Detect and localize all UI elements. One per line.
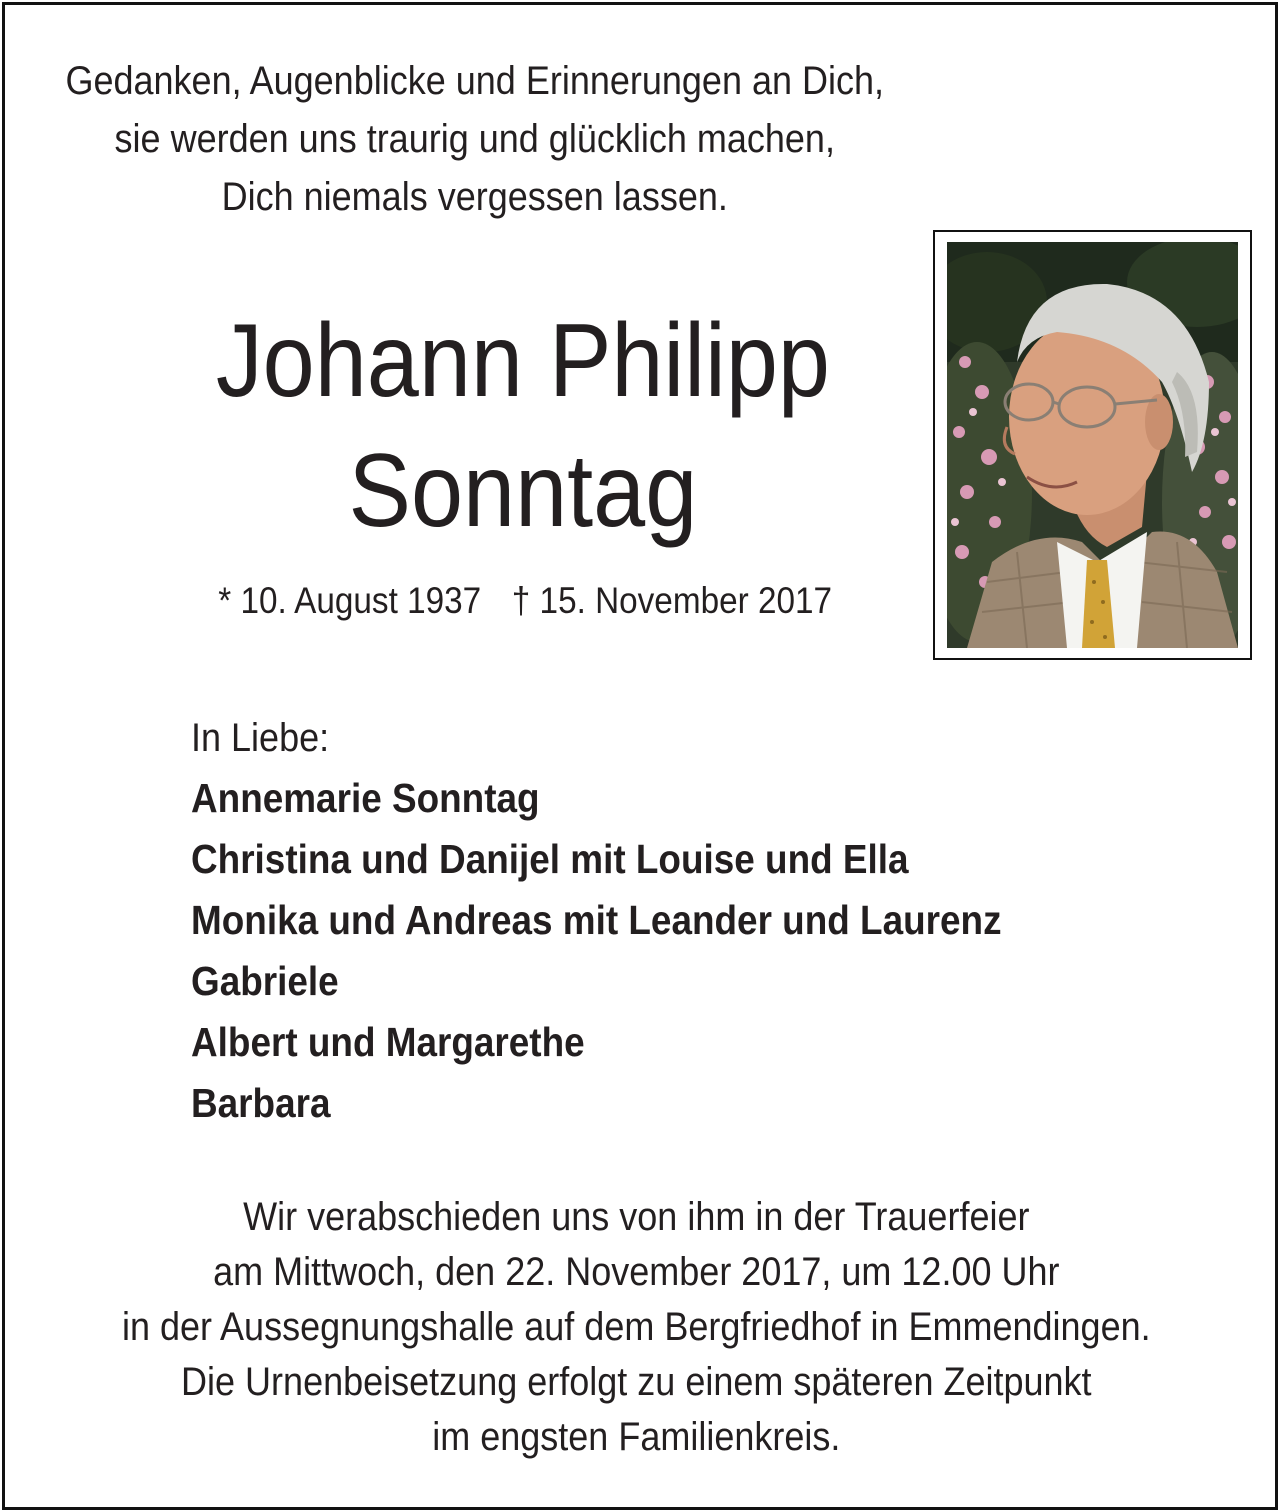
notice-line: in der Aussegnungshalle auf dem Bergfriedhof in Emmendingen. [121,1305,1151,1349]
death-date: † 15. November 2017 [511,580,833,621]
deceased-name [0,296,1046,556]
mourner-name: Annemarie Sonntag [191,775,540,821]
notice-line: Die Urnenbeisetzung erfolgt zu einem späteren Zeitpunkt [181,1360,1092,1404]
family-section [191,708,1002,1134]
deceased-first-names: Johann Philipp [215,303,830,419]
birth-date: * 10. August 1937 [218,580,482,621]
mourners-list [191,768,1002,1134]
in-love-label: In Liebe: [191,716,330,760]
mourner-name: Gabriele [191,958,339,1004]
portrait-photo [947,242,1238,648]
portrait-frame [933,230,1252,660]
poem-line: sie werden uns traurig und glücklich machen, [114,117,835,161]
memorial-poem [0,52,950,226]
mourner-name: Albert und Margarethe [191,1019,585,1065]
mourner-name: Monika und Andreas mit Leander und Laurenz [191,897,1002,943]
poem-line: Dich niemals vergessen lassen. [221,175,728,219]
notice-line: im engsten Familienkreis. [432,1415,841,1459]
deceased-surname: Sonntag [348,433,698,549]
life-dates [0,578,1050,624]
notice-line: Wir verabschieden uns von ihm in der Trauerfeier [243,1195,1030,1239]
mourner-name: Christina und Danijel mit Louise und Ella [191,836,909,882]
funeral-notice [0,1190,1273,1465]
poem-line: Gedanken, Augenblicke und Erinnerungen an Dich, [65,59,885,103]
notice-line: am Mittwoch, den 22. November 2017, um 12.00 Uhr [213,1250,1060,1294]
mourner-name: Barbara [191,1080,331,1126]
